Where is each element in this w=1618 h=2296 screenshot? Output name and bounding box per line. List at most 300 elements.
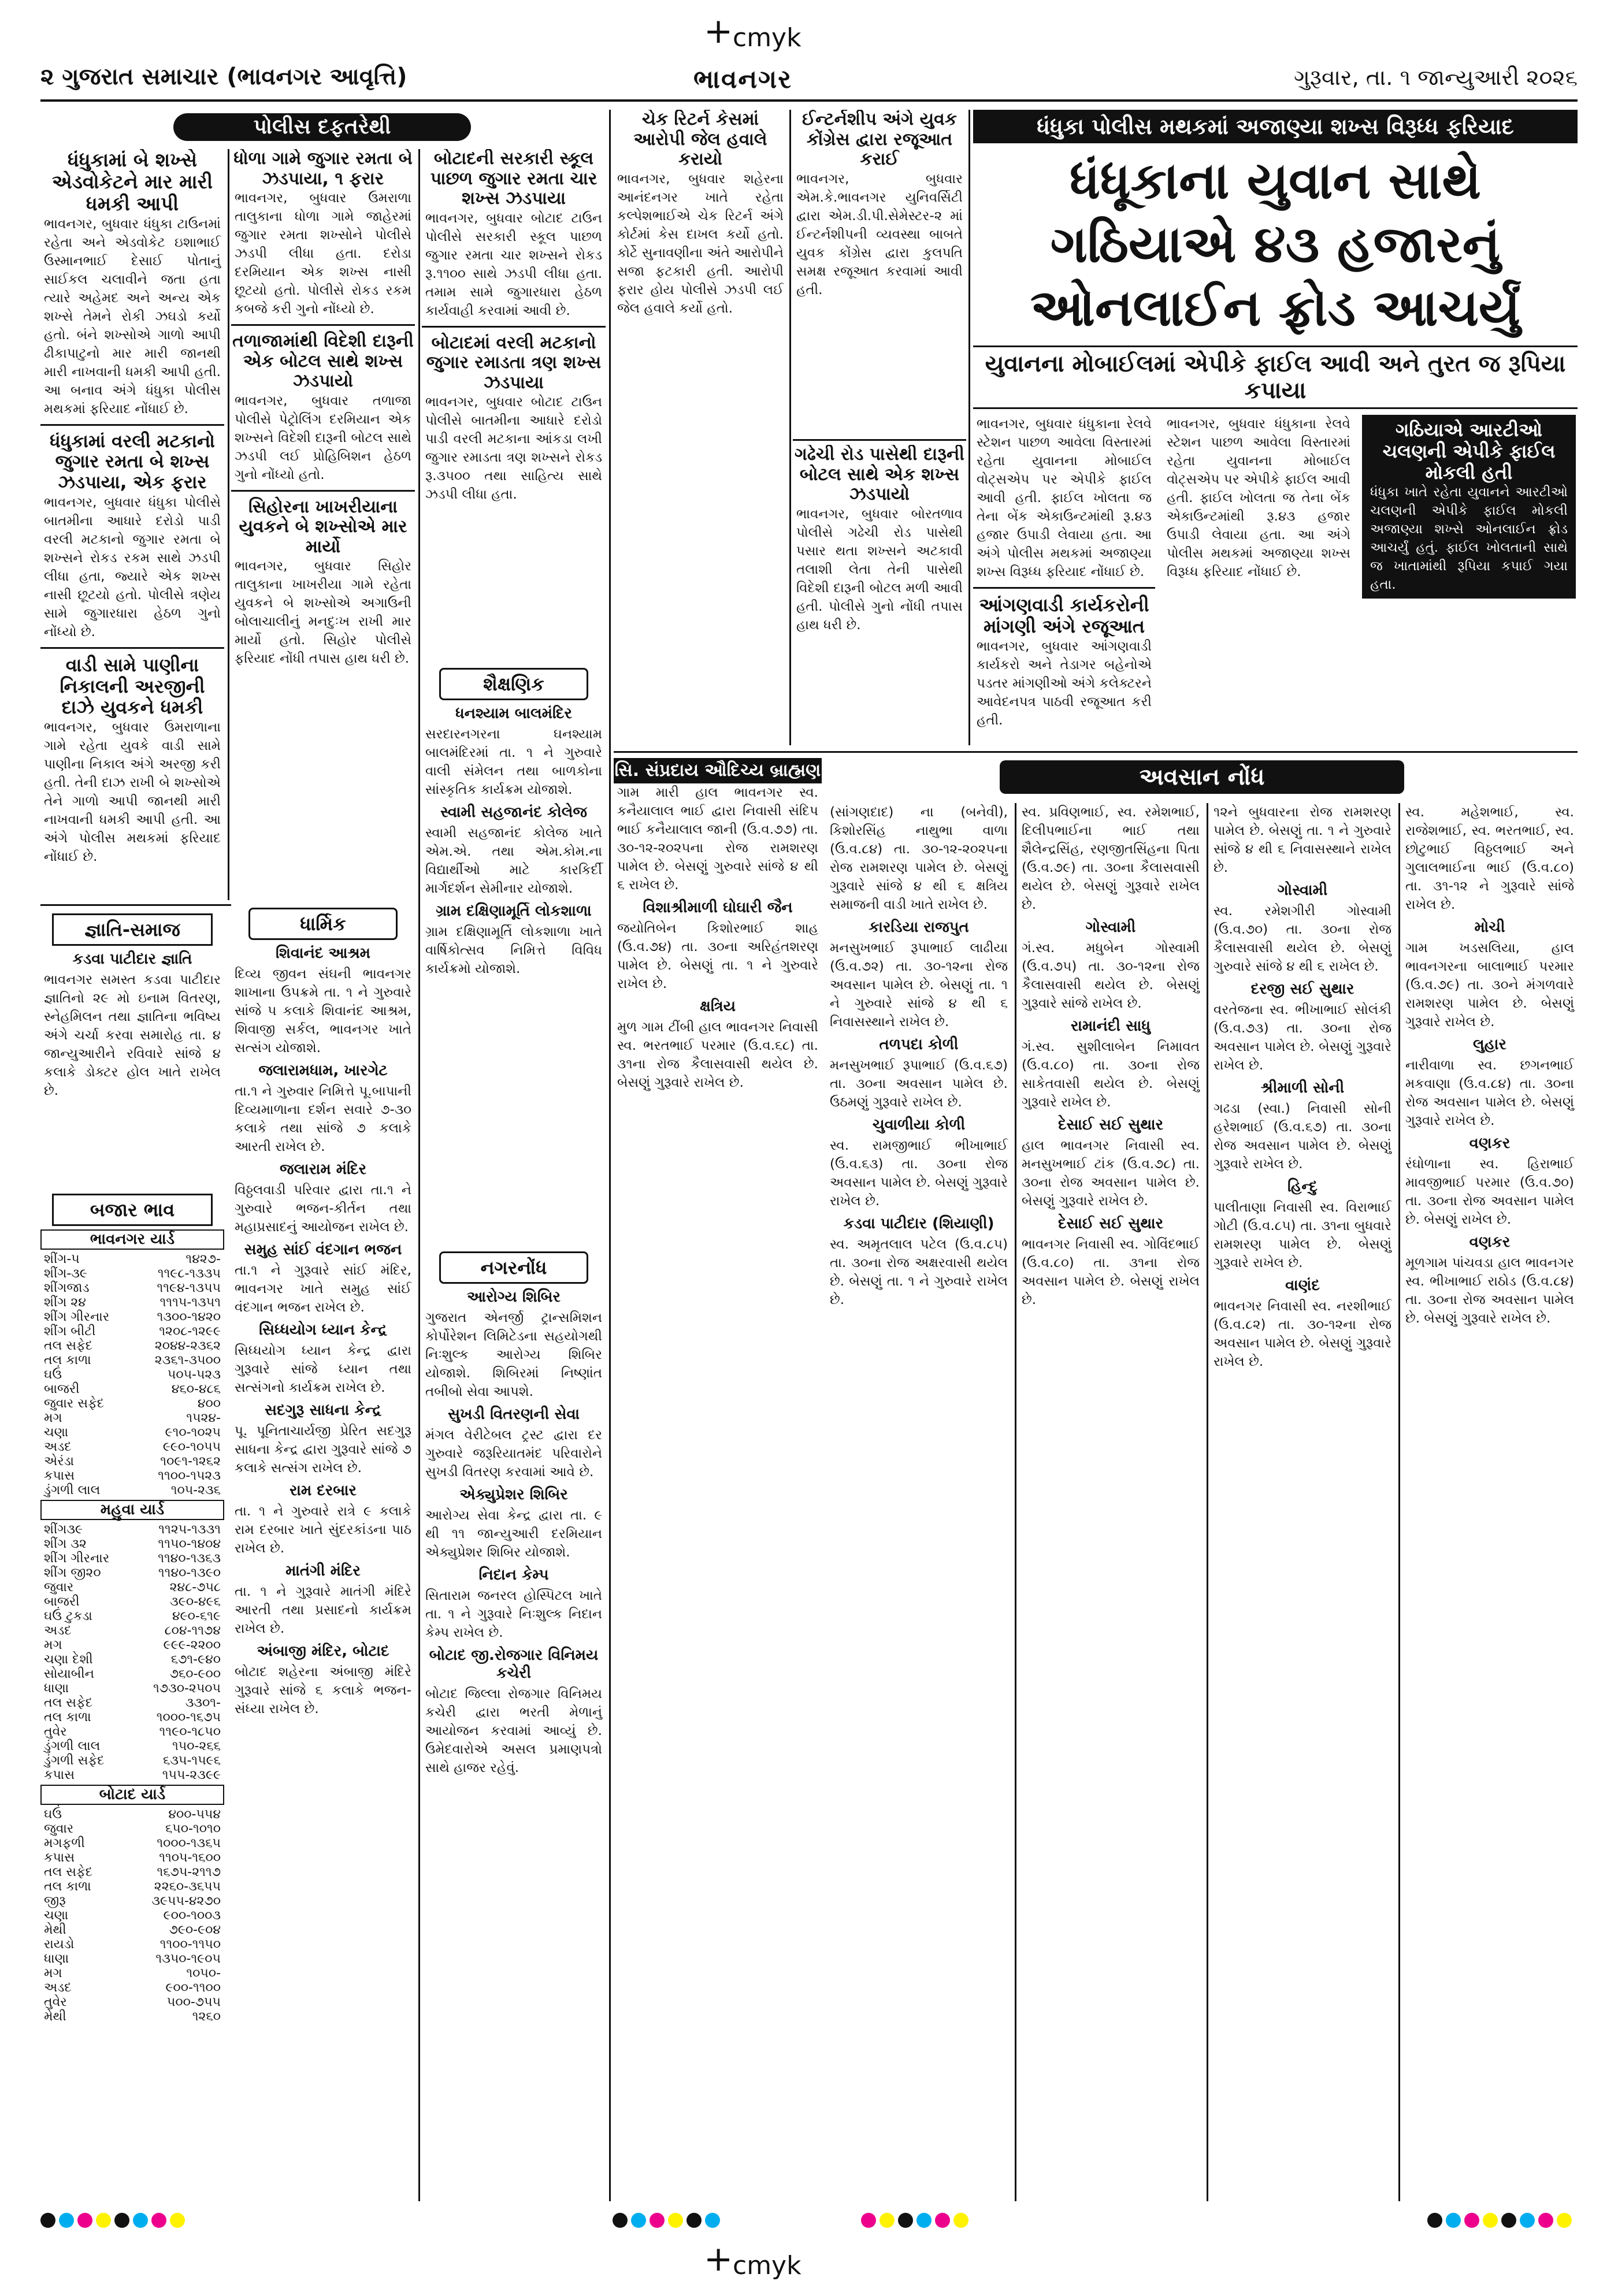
rate-price: ૬૩૫-૧૫૯૬ — [163, 1753, 221, 1768]
dharmik-body-5: સિધ્ધયોગ ધ્યાન કેન્દ્ર દ્વારા ગુરૂવારે સાંજે ધ્યાન તથા સત્સંગનો કાર્યક્રમ રાખેલ છે. — [235, 1343, 411, 1395]
dharmik-title-3: જલારામ મંદિર — [279, 1161, 367, 1178]
police-header-wrap — [40, 110, 604, 144]
rate-price: ૧૦૯૧-૧૨૬૨ — [160, 1454, 221, 1469]
rate-row — [40, 1667, 224, 1681]
gnati-title: કડવા પાટીદાર જ્ઞાતિ — [72, 950, 192, 968]
dharmik-title-5: સિધ્ધયોગ ધ્યાન કેન્દ્ર — [259, 1321, 387, 1339]
rate-row — [40, 1469, 224, 1483]
rate-commodity: કપાસ — [44, 1851, 75, 1865]
rate-price: ૪૬૦-૪૮૬ — [171, 1382, 221, 1396]
dharmik-section — [231, 904, 415, 2204]
rate-commodity: તલ સફેદ — [44, 1696, 93, 1710]
shaikshanik-header: શૈક્ષણિક — [439, 668, 588, 700]
registration-cross-top: + — [704, 11, 733, 51]
rate-commodity: ડુંગળી લાલ — [44, 1483, 101, 1498]
rate-price: ૧૧૧૫-૧૩૫૧ — [159, 1295, 221, 1310]
rate-price: ૭૬૦-૯૦૦ — [169, 1667, 221, 1681]
bazar-header: બજાર ભાવ — [52, 1194, 213, 1226]
rate-price: ૫૦૫-૫૨૩ — [167, 1368, 221, 1382]
dharmik-title-2: જલારામધામ, ખારગેટ — [258, 1062, 388, 1079]
rate-price: ૧૨૦૮-૧૨૯૯ — [159, 1324, 221, 1339]
sanvad-body-3: મુળ ગામ ટીંબી હાલ ભાવનગર નિવાસી સ્વ. ભરતભાઈ પરમાર (ઉ.વ.૬૮) તા. ૩૧ના રોજ કૈલાસવાસી થયેલ છે. બેસણું ગુરૂવારે રાખેલ છે. — [617, 1020, 818, 1090]
sanvad-title-2: વિશાશ્રીમાળી ઘોઘારી જૈન — [643, 899, 793, 916]
sanvad-body-2: જયોતિબેન કિશોરભાઈ શાહ (ઉ.વ.૭૪) તા. ૩૦ના અરિહંતશરણ પામેલ છે. બેસણું તા. ૧ ને ગુરુવારે રાખેલ છે. — [617, 921, 818, 991]
rate-row — [40, 1580, 224, 1595]
rate-row — [40, 1551, 224, 1566]
rate-row — [40, 1595, 224, 1609]
rto-box-title: ગઠિયાએ આરટીઓ ચલણની એપીકે ફાઈલ મોકલી હતી — [1382, 419, 1556, 484]
avsan-c3-body-5: પાલીતાણા નિવાસી સ્વ. વિરાભાઈ ગોટી (ઉ.વ.૮૫) તા. ૩૧ના બુધવારે રામશરણ પામેલ છે. બેસણું ગુરૂવારે રાખેલ છે. — [1214, 1200, 1391, 1270]
big-story-body-cont: ભાવનગર, બુધવાર ધંધુકાના રેલવે સ્ટેશન પાછળ આવેલા વિસ્તારમાં રહેતા યુવાનના મોબાઈલ વોટ્સએપ પર એપીકે ફાઈલ આવી હતી. ફાઈલ ખોલતા જ તેના બેંક એકાઉન્ટમાંથી રૂ.૪૩ હજાર ઉપાડી લેવાયા હતા. આ અંગે પોલીસ મથકમાં અજાણ્યા શખ્સ વિરૂધ્ધ ફરિયાદ નોંધાઈ છે. — [1167, 417, 1350, 579]
avsan-col-2 — [1018, 803, 1203, 2201]
section-title: ભાવનગર — [693, 65, 793, 94]
dharmik-title-1: શિવાનંદ આશ્રમ — [275, 945, 371, 962]
dharmik-body-2: તા.૧ ને ગુરુવાર નિમિત્તે પૂ.બાપાની દિવ્યમાળાના દર્શન સવારે ૭-૩૦ કલાકે તથા સાંજે ૭ કલાકે આરતી રાખેલ છે. — [235, 1084, 411, 1154]
rate-row — [40, 1281, 224, 1295]
police-headline-7: બોટાદની સરકારી સ્કૂલ પાછળ જુગાર રમતા ચાર શખ્સ ઝડપાયા — [430, 149, 598, 209]
big-story — [973, 110, 1578, 751]
rate-row — [40, 1623, 224, 1638]
avsan-c3-title-2: ગોસ્વામી — [1277, 882, 1328, 899]
dharmik-body-6: પૂ. પૂનિતાચાર્યજી પ્રેરિત સદગુરૂ સાધના કેન્દ્ર દ્વારા ગુરૂવારે સાંજે ૭ કલાકે સત્સંગ રાખેલ છે. — [235, 1424, 411, 1476]
rate-price: ૯૯૦-૧૦૫૫ — [162, 1440, 221, 1454]
color-dots-left — [40, 2213, 185, 2228]
rate-commodity: ચણા — [44, 1425, 69, 1440]
avsan-header: અવસાન નોંધ — [1000, 760, 1404, 794]
dharmik-title-7: રામ દરબાર — [290, 1482, 357, 1499]
rate-price: ૬૫૦-૧૦૧૦ — [165, 1822, 221, 1836]
rate-row — [40, 1710, 224, 1725]
dharmik-body-9: બોટાદ શહેરના અંબાજી મંદિરે ગુરૂવારે સાંજે ૬ કલાકે ભજન-સંધ્યા રાખેલ છે. — [235, 1665, 411, 1717]
rate-row — [40, 1440, 224, 1454]
rate-commodity: શીંગજાડ — [44, 1281, 90, 1295]
rate-row — [40, 1894, 224, 1908]
dharmik-body-7: તા. ૧ ને ગુરુવારે રાત્રે ૯ કલાકે રામ દરબાર ખાતે સુંદરકાંડના પાઠ રાખેલ છે. — [235, 1504, 411, 1556]
avsan-c3-body-2: સ્વ. રમેશગીરી ગોસ્વામી (ઉ.વ.૭૦) તા. ૩૦ના રોજ કૈલાસવાસી થયેલ છે. બેસણું ગુરુવારે સાંજે ૪ થી ૬ રાખેલ છે. — [1214, 904, 1391, 974]
avsan-c2-title-4: દેસાઈ સઈ સુથાર — [1057, 1116, 1164, 1134]
story-cheque-body: ભાવનગર, બુધવાર શહેરના આનંદનગર ખાતે રહેતા કલ્પેશભાઈએ ચેક રિટર્ન અંગે કોર્ટમાં કેસ દાખલ કર્યો હતો. કોર્ટે સુનાવણીના અંતે આરોપીને સજા ફટકારી હતી. આરોપી ફરાર હોય પોલીસે ઝડપી લઈ જેલ હવાલે કર્યો હતો. — [617, 171, 784, 316]
rate-price: ૨૦૪૪-૨૩૬૨ — [154, 1339, 221, 1353]
rate-row — [40, 1295, 224, 1310]
color-dots-right — [1427, 2213, 1572, 2228]
rate-price: ૯૧૦-૧૦૨૫ — [165, 1425, 221, 1440]
nagarnondh-title-4: નિદાન કેમ્પ — [478, 1566, 549, 1584]
nagarnondh-title-2: સુખડી વિતરણની સેવા — [447, 1406, 580, 1423]
rate-commodity: અડદ — [44, 1440, 72, 1454]
rto-box-body: ધંધુકા ખાતે રહેતા યુવાનને આરટીઓ ચલણની એપીકે ફાઈલ મોકલી અજાણ્યા શખ્સે ઓનલાઈન ફ્રોડ આચર્યું હતું. ફાઈલ ખોલતાની સાથે જ ખાતામાંથી રૂપિયા કપાઈ ગયા હતા. — [1370, 485, 1568, 593]
rate-row — [40, 1454, 224, 1469]
rate-commodity: સોયાબીન — [44, 1667, 95, 1681]
rate-commodity: ધાણા — [44, 1952, 69, 1966]
avsan-c4-body-4: રંઘોળાના સ્વ. હિરાભાઈ માવજીભાઈ પરમાર (ઉ.વ.૭૦) તા. ૩૦ના રોજ અવસાન પામેલ છે. બેસણું રાખેલ છે. — [1405, 1157, 1574, 1227]
rate-price: ૪૯૦-૬૧૯ — [172, 1609, 221, 1623]
story-cheque — [614, 110, 787, 485]
sanvad-title-3: ક્ષત્રિય — [699, 998, 736, 1015]
rate-commodity: બાજરી — [44, 1382, 80, 1396]
avsan-c3-body-4: ગઢડા (સ્વા.) નિવાસી સોની હરેશભાઈ (ઉ.વ.૬૭) તા. ૩૦ના રોજ અવસાન પામેલ છે. બેસણું ગુરૂવારે રાખેલ છે. — [1214, 1101, 1391, 1172]
rate-row — [40, 1981, 224, 1995]
police-col-3 — [422, 149, 606, 657]
color-dots-center — [613, 2213, 720, 2228]
rate-row — [40, 1851, 224, 1865]
avsan-c4-body-2: ગામ ખડસલિયા, હાલ ભાવનગરના બાલાભાઈ પરમાર (ઉ.વ.૭૯) તા. ૩૦ને મંગળવારે રામશરણ પામેલ છે. બેસણું ગુરૂવારે રાખેલ છે. — [1405, 941, 1574, 1030]
rate-price: ૧૫૨૪- — [186, 1411, 221, 1425]
avsan-c2-body-5: ભાવનગર નિવાસી સ્વ. ગોવિંદભાઈ (ઉ.વ.૮૦) તા. ૩૧ના રોજ અવસાન પામેલ છે. બેસણું રાખેલ છે. — [1022, 1237, 1200, 1307]
rate-commodity: શીંગ૩૯ — [44, 1522, 83, 1537]
avsan-c2-title-3: રામાનંદી સાધુ — [1071, 1017, 1151, 1035]
rate-price: ૧૧૯૦-૧૮૫૦ — [159, 1725, 221, 1739]
rate-row — [40, 1879, 224, 1894]
rate-commodity: ધાણા — [44, 1681, 69, 1696]
rate-commodity: તલ કાળા — [44, 1353, 91, 1368]
rate-row — [40, 1324, 224, 1339]
rate-commodity: મેથી — [44, 1923, 66, 1937]
rate-commodity: જીરૂ — [44, 1894, 66, 1908]
rate-row — [40, 1353, 224, 1368]
rate-price: ૧૪૨૭- — [185, 1252, 221, 1266]
masthead — [40, 61, 1578, 102]
police-headline-4: ધોળા ગામે જુગાર રમતા બે ઝડપાયા, ૧ ફરાર — [233, 149, 413, 189]
rate-row — [40, 1753, 224, 1768]
shaikshanik-title-3: ગ્રામ દક્ષિણામૂર્તિ લોકશાળા — [436, 902, 592, 920]
rate-price: ૧૧૪૦-૧૩૬૩ — [158, 1551, 221, 1566]
rate-row — [40, 1522, 224, 1537]
police-body-4: ભાવનગર, બુધવાર ઉમરાળા તાલુકાના ધોળા ગામે જાહેરમાં જુગાર રમતા શખ્સોને પોલીસે ઝડપી લીધા હતા. દરોડા દરમિયાન એક શખ્સ નાસી છૂટયો હતો. પોલીસે રોકડ રકમ કબજે કરી ગુનો નોંધ્યો છે. — [235, 191, 411, 317]
story-internship-body: ભાવનગર, બુધવાર એમ.કે.ભાવનગર યુનિવર્સિટી દ્વારા એમ.ડી.પી.સેમેસ્ટર-૨ માં ઈન્ટર્નશીપની વ્યવસ્થા બાબતે યુવક કોંગ્રેસ દ્વારા કુલપતિ સમક્ષ રજૂઆત કરવામાં આવી હતી. — [796, 171, 963, 298]
avsan-c4-title-2: મોચી — [1474, 919, 1505, 936]
big-story-body: ભાવનગર, બુધવાર ધંધુકાના રેલવે સ્ટેશન પાછળ આવેલા વિસ્તારમાં રહેતા યુવાનના મોબાઈલ વોટ્સએપ પર એપીકે ફાઈલ આવી હતી. ફાઈલ ખોલતા જ તેના બેંક એકાઉન્ટમાંથી રૂ.૪૩ હજાર ઉપાડી લેવાયા હતા. આ અંગે પોલીસ મથકમાં અજાણ્યા શખ્સ વિરૂધ્ધ ફરિયાદ નોંધાઈ છે. — [977, 417, 1152, 579]
rate-price: ૧૧૫૦-૧૪૦૪ — [158, 1537, 221, 1551]
gnati-header: જ્ઞાતિ-સમાજ — [52, 913, 213, 946]
rate-commodity: શીંગ ગીરનાર — [44, 1551, 110, 1566]
story-gadhechi-headline: ગઢેચી રોડ પાસેથી દારૂની બોટલ સાથે એક શખ્સ ઝડપાયો — [795, 445, 964, 504]
rate-price: ૨૩૬૧-૩૫૦૦ — [154, 1353, 221, 1368]
rate-commodity: જુવાર સફેદ — [44, 1396, 105, 1411]
rate-commodity: શીંગ-૩૯ — [44, 1266, 87, 1281]
rate-row — [40, 1368, 224, 1382]
big-story-subhead: યુવાનના મોબાઈલમાં એપીકે ફાઈલ આવી અને તુરત જ રૂપિયા કપાયા — [973, 345, 1578, 409]
rate-row — [40, 1836, 224, 1851]
nagarnondh-body-4: સિતારામ જનરલ હોસ્પિટલ ખાતે તા. ૧ ને ગુરૂવારે નિઃશુલ્ક નિદાન કેમ્પ રાખેલ છે. — [425, 1588, 602, 1640]
rate-commodity: બાજરી — [44, 1595, 80, 1609]
rate-price: ૮૦૪-૧૧૭૪ — [164, 1623, 221, 1638]
dharmik-title-8: માતંગી મંદિર — [285, 1562, 361, 1580]
rate-commodity: મગ — [44, 1638, 62, 1652]
avsan-col-4 — [1402, 803, 1578, 2201]
rate-row — [40, 1411, 224, 1425]
avsan-header-wrap — [826, 758, 1578, 798]
police-body-1: ભાવનગર, બુધવાર ધંધુકા ટાઉનમાં રહેતા અને એડવોકેટ ઇશાભાઈ ઉસ્માનભાઈ દેસાઈ પોતાનું સાઈકલ ચલાવીને જતા હતા ત્યારે અહેમદ અને અન્ય એક શખ્સે તેમને રોકી ઝઘડો કર્યો હતો. બંને શખ્સોએ ગાળો આપી ઢીકાપાટુનો માર મારી જાનથી મારી નાખવાની ધમકી આપી હતી. આ બનાવ અંગે ધંધુકા પોલીસ મથકમાં ફરિયાદ નોંધાઈ છે. — [44, 216, 221, 417]
nagarnondh-section — [422, 1248, 606, 2201]
rate-row — [40, 1638, 224, 1652]
rate-commodity: કપાસ — [44, 1469, 75, 1483]
rate-row — [40, 1310, 224, 1324]
rate-row — [40, 1266, 224, 1281]
nagarnondh-title-5: બોટાદ જી.રોજગાર વિનિમય કચેરી — [429, 1647, 599, 1682]
rate-commodity: તલ કાળા — [44, 1710, 91, 1725]
rate-commodity: રાયડો — [44, 1937, 75, 1952]
police-header: પોલીસ દફતરેથી — [173, 113, 471, 141]
shaikshanik-title-1: ધનશ્યામ બાલમંદિર — [455, 705, 572, 722]
rate-commodity: તલ કાળા — [44, 1879, 91, 1894]
bazar-yard-2: મહુવા યાર્ડ — [40, 1500, 224, 1520]
dharmik-title-9: અંબાજી મંદિર, બોટાદ — [257, 1643, 389, 1660]
rate-price: ૧૦૦૦-૧૬૭૫ — [156, 1710, 221, 1725]
police-body-3: ભાવનગર, બુધવાર ઉમરાળાના ગામે રહેતા યુવકે વાડી સામે પાણીના નિકાલ અંગે અરજી કરી હતી. તેની દાઝ રાખી બે શખ્સોએ તેને ગાળો આપી જાનથી મારી નાખવાની ધમકી આપી હતી. આ અંગે પોલીસ મથકમાં ફરિયાદ નોંધાઈ છે. — [44, 720, 221, 865]
rate-price: ૬૭૧-૯૪૦ — [170, 1652, 221, 1667]
rate-price: ૧૧૨૫-૧૩૩૧ — [158, 1522, 221, 1537]
dharmik-body-8: તા. ૧ ને ગુરૂવારે માતંગી મંદિરે આરતી તથા પ્રસાદનો કાર્યક્રમ રાખેલ છે. — [235, 1584, 411, 1636]
avsan-c2-title-2: ગોસ્વામી — [1085, 919, 1136, 936]
police-body-5: ભાવનગર, બુધવાર તળાજા પોલીસે પેટ્રોલિંગ દરમિયાન એક શખ્સને વિદેશી દારૂની બોટલ સાથે ઝડપી લઈ પ્રોહિબિશન હેઠળ ગુનો નોંધ્યો હતો. — [235, 393, 411, 482]
dharmik-title-6: સદગુરૂ સાધના કેન્દ્ર — [264, 1402, 382, 1419]
avsan-c1-title-4: ચુવાળીયા કોળી — [872, 1116, 966, 1134]
gnati-section — [40, 910, 224, 1182]
police-headline-2: ધંધુકામાં વરલી મટકાનો જુગાર રમતા બે શખ્સ ઝડપાયા, એક ફરાર — [50, 430, 215, 493]
rate-row — [40, 1252, 224, 1266]
avsan-c3-title-3: દરજી સઈ સુથાર — [1250, 980, 1354, 998]
rate-commodity: અડદ — [44, 1981, 72, 1995]
rate-commodity: ઘઉં ટુકડા — [44, 1609, 92, 1623]
rate-price: ૧૩૫૦-૧૯૦૫ — [155, 1952, 221, 1966]
avsan-c2-body-3: ગં.સ્વ. સુશીલાબેન નિમાવત (ઉ.વ.૮૦) તા. ૩૦ના રોજ સાકેતવાસી થયેલ છે. બેસણું ગુરૂવારે રાખેલ છે. — [1022, 1039, 1200, 1110]
rate-row — [40, 1681, 224, 1696]
avsan-c2-title-5: દેસાઈ સઈ સુથાર — [1057, 1215, 1164, 1232]
rate-price: ૧૩૦૦-૧૪૨૦ — [157, 1310, 221, 1324]
sanvad-section — [614, 758, 822, 2202]
avsan-c4-title-5: વણકર — [1469, 1234, 1511, 1251]
rate-price: ૧૧૦૫-૧૬૦૦ — [159, 1851, 221, 1865]
rate-price: ૪૦૦ — [197, 1396, 221, 1411]
rate-price: ૯૦૦-૧૦૦૩ — [163, 1908, 221, 1923]
dharmik-body-4: તા.૧ ને ગુરૂવારે સાંઈ મંદિર, ભાવનગર ખાતે સમુહ સાંઈ વંદગાન ભજન રાખેલ છે. — [235, 1263, 411, 1315]
police-body-2: ભાવનગર, બુધવાર ધંધુકા પોલીસે બાતમીના આધારે દરોડો પાડી વરલી મટકાનો જુગાર રમતા બે શખ્સને રોકડ રકમ સાથે ઝડપી લીધા હતા, જ્યારે એક શખ્સ નાસી છૂટયો હતો. પોલીસે ત્રણેય સામે જુગારધારા હેઠળ ગુનો નોંધ્યો છે. — [44, 495, 221, 640]
rate-row — [40, 1483, 224, 1498]
rate-price: ૪૦૦-૫૫૪ — [168, 1807, 221, 1822]
rate-commodity: એરંડા — [44, 1454, 75, 1469]
nagarnondh-body-3: આરોગ્ય સેવા કેન્દ્ર દ્વારા તા. ૯ થી ૧૧ જાન્યુઆરી દરમિયાન એક્યુપ્રેશર શિબિર યોજાશે. — [425, 1508, 602, 1560]
date-line: ગુરૂવાર, તા. ૧ જાન્યુઆરી ૨૦૨૬ — [1294, 65, 1578, 90]
avsan-c1-body-2: મનસુખભાઈ રૂપાભાઈ લાઢીયા (ઉ.વ.૭૨) તા. ૩૦-૧૨ના રોજ અવસાન પામેલ છે. બેસણું તા. ૧ ને ગુરુવારે સાંજે ૪ થી ૬ નિવાસસ્થાને રાખેલ છે. — [830, 941, 1008, 1030]
avsan-c1-body-4: સ્વ. રામજીભાઈ ભીખાભાઈ (ઉ.વ.૬૩) તા. ૩૦ના રોજ અવસાન પામેલ છે. બેસણું ગુરૂવારે રાખેલ છે. — [830, 1138, 1008, 1209]
rate-row — [40, 1725, 224, 1739]
rate-commodity: શીંગ-૫ — [44, 1252, 80, 1266]
story-anganwadi-headline: આંગણવાડી કાર્યકરોની માંગણી અંગે રજૂઆત — [979, 594, 1149, 637]
rate-row — [40, 1566, 224, 1580]
bazar-yard-3: બોટાદ યાર્ડ — [40, 1785, 224, 1805]
avsan-c4-body: સ્વ. મહેશભાઈ, સ્વ. રાજેશભાઈ, સ્વ. ભરતભાઈ, સ્વ. છોટુભાઈ વિઠ્ઠલભાઈ અને ગુલાલભાઈના ભાઈ (ઉ.વ.૮૦) તા. ૩૧-૧૨ ને ગુરૂવારે સાંજે રાખેલ છે. — [1405, 805, 1574, 912]
shaikshanik-body-2: સ્વામી સહજાનંદ કોલેજ ખાતે એમ.એ. તથા એમ.કોમ.ના વિદ્યાર્થીઓ માટે કારકિર્દી માર્ગદર્શન સેમીનાર યોજાશે. — [425, 826, 602, 896]
rate-price: ૧૧૪૦-૧૩૯૦ — [158, 1566, 221, 1580]
story-gadhechi — [793, 445, 966, 745]
rate-price: ૧૭૩૦-૨૫૦૫ — [153, 1681, 221, 1696]
nagarnondh-body-2: મંગલ વેરીટેબલ ટ્રસ્ટ દ્વારા દર ગુરુવારે જરૂરિયાતમંદ પરિવારોને સુખડી વિતરણ કરવામાં આવે છે. — [425, 1428, 602, 1480]
rate-commodity: ચણા — [44, 1908, 69, 1923]
rate-row — [40, 1807, 224, 1822]
avsan-c1-title-2: કારડિયા રાજપુત — [869, 919, 969, 936]
avsan-c2-body-4: હાલ ભાવનગર નિવાસી સ્વ. મનસુખભાઈ ટાંક (ઉ.વ.૭૮) તા. ૩૦ના રોજ અવસાન પામેલ છે. બેસણું ગુરૂવારે રાખેલ છે. — [1022, 1138, 1200, 1209]
shaikshanik-section — [422, 664, 606, 1242]
avsan-c1-body-5: સ્વ. અમૃતલાલ પટેલ (ઉ.વ.૮૫) તા. ૩૦ના રોજ અક્ષરવાસી થયેલ છે. બેસણું તા. ૧ ને ગુરુવારે રાખેલ છે. — [830, 1237, 1008, 1307]
nagarnondh-body-5: બોટાદ જિલ્લા રોજગાર વિનિમય કચેરી દ્વારા ભરતી મેળાનું આયોજન કરવામાં આવ્યું છે. ઉમેદવારોએ અસલ પ્રમાણપત્રો સાથે હાજર રહેવું. — [425, 1686, 602, 1775]
rate-price: ૫૦૦-૭૫૫ — [166, 1995, 221, 2009]
cmyk-mark-bottom: cmyk — [733, 2251, 801, 2280]
avsan-c4-title-4: વણકર — [1469, 1135, 1511, 1152]
rate-commodity: તુવેર — [44, 1995, 67, 2009]
rate-price: ૧૧૦૦-૧૫૨૩ — [158, 1469, 221, 1483]
rate-commodity: ડુંગળી સફેદ — [44, 1753, 105, 1768]
rate-row — [40, 1923, 224, 1937]
police-col-2 — [231, 149, 415, 900]
avsan-c1-body: (સાંગણદાદ) ના (બનેવી), કિશોરસિંહ નાથુભા વાળા (ઉ.વ.૮૪) તા. ૩૦-૧૨-૨૦૨૫ના રોજ રામશરણ પામેલ છે. બેસણું ગુરૂવારે સાંજે ૪ થી ૬ ક્ષત્રિય સમાજની વાડી ખાતે રાખેલ છે. — [830, 805, 1008, 912]
story-internship-headline: ઈન્ટર્નશીપ અંગે યુવક કોંગ્રેસ દ્વારા રજૂઆત કરાઈ — [801, 110, 958, 169]
rate-row — [40, 1966, 224, 1981]
story-internship — [793, 110, 966, 433]
big-story-col-3 — [1362, 415, 1576, 730]
rate-price: ૧૦૫-૨૩૬ — [170, 1483, 221, 1498]
rate-commodity: ઘઉં — [44, 1807, 62, 1822]
dharmik-title-4: સમુહ સાંઈ વંદગાન ભજન — [244, 1241, 402, 1258]
color-dots-center-right — [861, 2213, 968, 2228]
rto-box — [1362, 415, 1576, 599]
police-col-1 — [40, 149, 224, 900]
rate-price: ૧૫૦-૨૬૬ — [172, 1739, 221, 1753]
story-gadhechi-body: ભાવનગર, બુધવાર બોરતળાવ પોલીસે ગઢેચી રોડ પાસેથી પસાર થતા શખ્સને અટકાવી તલાશી લેતા તેની પાસેથી વિદેશી દારૂની બોટલ મળી આવી હતી. પોલીસે ગુનો નોંધી તપાસ હાથ ધરી છે. — [796, 506, 963, 633]
rate-row — [40, 1865, 224, 1879]
avsan-c3-title-4: શ્રીમાળી સોની — [1260, 1079, 1345, 1097]
avsan-c2-body-2: ગં.સ્વ. મધુબેન ગોસ્વામી (ઉ.વ.૭૫) તા. ૩૦-૧૨ના રોજ કૈલાસવાસી થયેલ છે. બેસણું ગુરૂવારે સાંજે રાખેલ છે. — [1022, 941, 1200, 1011]
avsan-c1-title-3: તળપદા કોળી — [879, 1036, 959, 1053]
rate-price: ૩૩૦૧- — [185, 1696, 221, 1710]
rate-row — [40, 1768, 224, 1782]
avsan-c2-body: સ્વ. પ્રવિણભાઈ, સ્વ. રમેશભાઈ, દિલીપભાઈના ભાઈ તથા શૈલેન્દ્રસિંહ, રણજીતસિંહના પિતા (ઉ.વ.૭૯) તા. ૩૦ના કૈલાસવાસી થયેલ છે. બેસણું ગુરૂવારે રાખેલ છે. — [1022, 805, 1200, 912]
cmyk-mark-top: cmyk — [733, 23, 801, 53]
rate-price: ૧૫૫-૨૩૯૯ — [162, 1768, 221, 1782]
story-anganwadi-body: ભાવનગર, બુધવાર આંગણવાડી કાર્યકરો અને તેડાગર બહેનોએ પડતર માંગણીઓ અંગે કલેક્ટરને આવેદનપત્ર પાઠવી રજૂઆત કરી હતી. — [977, 638, 1152, 728]
shaikshanik-title-2: સ્વામી સહજાનંદ કોલેજ — [440, 804, 588, 821]
rate-commodity: શીંગ જી૨૦ — [44, 1566, 101, 1580]
rate-price: ૧૬૭૫-૨૧૧૭ — [157, 1865, 221, 1879]
big-story-col-2 — [1163, 415, 1354, 730]
nagarnondh-title-1: આરોગ્ય શિબિર — [467, 1288, 561, 1306]
avsan-c1-body-3: મનસુખભાઈ રૂપાભાઈ (ઉ.વ.૬૭) તા. ૩૦ના અવસાન પામેલ છે. ઉઠમણું ગુરૂવારે રાખેલ છે. — [830, 1058, 1008, 1110]
rate-price: ૭૯૦-૯૦૪ — [169, 1923, 221, 1937]
avsan-c3-body: ૧૨ને બુધવારના રોજ રામશરણ પામેલ છે. બેસણું તા. ૧ ને ગુરુવારે સાંજે ૪ થી ૬ નિવાસસ્થાને રાખેલ છે. — [1214, 805, 1391, 875]
rate-price: ૧૧૦૦-૧૧૫૦ — [159, 1937, 221, 1952]
avsan-c3-body-3: વરતેજના સ્વ. ભીખાભાઈ સોલંકી (ઉ.વ.૭૩) તા. ૩૦ના રોજ અવસાન પામેલ છે. બેસણું ગુરૂવારે રાખેલ છે. — [1214, 1002, 1391, 1073]
rate-commodity: મગ — [44, 1966, 62, 1981]
gnati-body: ભાવનગર સમસ્ત કડવા પાટીદાર જ્ઞાતિનો ૨૯ મો ઇનામ વિતરણ, સ્નેહમિલન તથા જ્ઞાતિના ભવિષ્ય અંગે ચર્ચા કરવા સમારોહ તા. ૪ જાન્યુઆરીને રવિવારે સાંજે ૪ કલાકે ડોક્ટર હોલ ખાતે રાખેલ છે. — [44, 972, 221, 1098]
rate-price: ૩૯૫૫-૪૨૭૦ — [151, 1894, 221, 1908]
rate-commodity: શીંગ ૩૨ — [44, 1537, 87, 1551]
sanvad-header: સિ. સંપ્રદાય ઔદિચ્ય બ્રાહ્મણ — [614, 758, 822, 783]
police-headline-1: ધંધુકામાં બે શખ્સે એડવોકેટને માર મારી ધમકી આપી — [51, 149, 213, 215]
rate-row — [40, 1396, 224, 1411]
rate-price: ૨૪૮-૭૫૮ — [169, 1580, 221, 1595]
dharmik-header: ધાર્મિક — [248, 908, 398, 940]
rate-row — [40, 2009, 224, 2024]
rate-row — [40, 1339, 224, 1353]
rate-commodity: ઘઉં — [44, 1368, 62, 1382]
rate-row — [40, 1537, 224, 1551]
avsan-c3-body-6: ભાવનગર નિવાસી સ્વ. નરશીભાઈ (ઉ.વ.૮૨) તા. ૩૦-૧૨ના રોજ અવસાન પામેલ છે. બેસણું ગુરૂવારે રાખેલ છે. — [1214, 1299, 1391, 1369]
rate-row — [40, 1739, 224, 1753]
police-body-8: ભાવનગર, બુધવાર બોટાદ ટાઉન પોલીસે બાતમીના આધારે દરોડો પાડી વરલી મટકાના આંકડા લખી જુગાર રમાડતા ત્રણ શખ્સને રોકડ રૂ.૩૫૦૦ તથા સાહિત્ય સાથે ઝડપી લીધા હતા. — [425, 395, 602, 502]
avsan-c4-body-3: નારીવાળા સ્વ. છગનભાઈ મકવાણા (ઉ.વ.૮૪) તા. ૩૦ના રોજ અવસાન પામેલ છે. બેસણું ગુરૂવારે રાખેલ છે. — [1405, 1058, 1574, 1128]
police-body-6: ભાવનગર, બુધવાર સિહોર તાલુકાના ખાખરીયા ગામે રહેતા યુવકને બે શખ્સોએ અગાઉની બોલાચાલીનું મનદુઃખ રાખી માર માર્યો હતો. સિહોર પોલીસે ફરિયાદ નોંધી તપાસ હાથ ધરી છે. — [235, 559, 411, 666]
avsan-c3-title-6: વાણંદ — [1285, 1277, 1320, 1294]
rate-commodity: તલ સફેદ — [44, 1865, 93, 1879]
bazar-section — [40, 1190, 224, 2201]
rate-row — [40, 1652, 224, 1667]
dharmik-body-3: વિઠ્ઠલવાડી પરિવાર દ્વારા તા.૧ ને ગુરુવારે ભજન-કીર્તન તથા મહાપ્રસાદનું આયોજન રાખેલ છે. — [235, 1183, 411, 1235]
rate-price: ૩૯૦-૪૯૬ — [170, 1595, 221, 1609]
rate-row — [40, 1382, 224, 1396]
rate-row — [40, 1696, 224, 1710]
rate-commodity: શીંગ ગીરનાર — [44, 1310, 110, 1324]
rate-row — [40, 1952, 224, 1966]
avsan-c1-title-5: કડવા પાટીદાર (શિયાણી) — [843, 1215, 994, 1232]
rate-commodity: ડુંગળી લાલ — [44, 1739, 101, 1753]
police-body-7: ભાવનગર, બુધવાર બોટાદ ટાઉન પોલીસે સરકારી સ્કૂલ પાછળ જુગાર રમતા ચાર શખ્સને રોકડ રૂ.૧૧૦૦ સાથે ઝડપી લીધા હતા. તમામ સામે જુગારધારા હેઠળ કાર્યવાહી કરવામાં આવી છે. — [425, 210, 602, 318]
big-story-headline: ધંધૂકાના યુવાન સાથે ગઠિયાએ ૪૩ હજારનું ઓનલાઈન ફ્રોડ આચર્યું — [1030, 151, 1520, 337]
shaikshanik-body-1: સરદારનગરના ઘનશ્યામ બાલમંદિરમાં તા. ૧ ને ગુરુવારે વાલી સંમેલન તથા બાળકોના સાંસ્કૃતિક કાર્યક્રમ યોજાશે. — [425, 727, 602, 797]
rate-row — [40, 1609, 224, 1623]
police-headline-5: તળાજામાંથી વિદેશી દારૂની એક બોટલ સાથે શખ્સ ઝડપાયો — [232, 331, 414, 391]
avsan-col-1 — [826, 803, 1011, 2201]
nagarnondh-header: નગરનોંધ — [439, 1251, 588, 1284]
rate-commodity: ચણા દેશી — [44, 1652, 93, 1667]
big-story-kicker: ધંધુકા પોલીસ મથકમાં અજાણ્યા શખ્સ વિરૂધ્ધ ફરિયાદ — [973, 110, 1578, 143]
rate-row — [40, 1937, 224, 1952]
police-headline-3: વાડી સામે પાણીના નિકાલની અરજીની દાઝે યુવકને ધમકી — [60, 653, 205, 719]
rate-price: ૧૦૫૦- — [186, 1966, 221, 1981]
avsan-c4-title-3: લુહાર — [1473, 1036, 1506, 1053]
rates-table-2 — [40, 1522, 224, 1782]
police-headline-6: સિહોરના ખાખરીયાના યુવકને બે શખ્સોએ માર માર્યો — [239, 496, 407, 557]
rate-commodity: તલ સફેદ — [44, 1339, 93, 1353]
rate-commodity: મગ — [44, 1411, 62, 1425]
rate-commodity: મગફળી — [44, 1836, 85, 1851]
story-cheque-headline: ચેક રિટર્ન કેસમાં આરોપી જેલ હવાલે કરાયો — [633, 110, 767, 169]
sanvad-body: ગામ મારી હાલ ભાવનગર સ્વ. કનૈયાલાલ ભાઈ દ્વારા નિવાસી સંદિપ ભાઈ કનૈયાલાલ જાની (ઉ.વ.૭૭) તા. ૩૦-૧૨-૨૦૨૫ના રોજ રામશરણ પામેલ છે. બેસણું ગુરુવારે સાંજે ૪ થી ૬ રાખેલ છે. — [617, 785, 818, 893]
big-story-col-1 — [973, 415, 1155, 730]
rate-price: ૧૦૦૦-૧૩૬૫ — [157, 1836, 221, 1851]
rate-commodity: જુવાર — [44, 1822, 74, 1836]
rate-commodity: અડદ — [44, 1623, 72, 1638]
dharmik-body-1: દિવ્ય જીવન સંઘની ભાવનગર શાખાના ઉપક્રમે તા. ૧ ને ગુરુવારે સાંજે ૫ કલાકે શિવાનંદ આશ્રમ, શિવાજી સર્કલ, ભાવનગર ખાતે સત્સંગ યોજાશે. — [235, 967, 411, 1056]
bazar-yard-1: ભાવનગર યાર્ડ — [40, 1229, 224, 1250]
rate-row — [40, 1822, 224, 1836]
nagarnondh-title-3: એક્યુપ્રેશર શિબિર — [459, 1486, 568, 1503]
rate-commodity: કપાસ — [44, 1768, 75, 1782]
rate-price: ૨૨૬૦-૩૬૫૫ — [154, 1879, 221, 1894]
avsan-c3-title-5: હિન્દુ — [1287, 1178, 1318, 1195]
police-headline-8: બોટાદમાં વરલી મટકાનો જુગાર રમાડતા ત્રણ શખ્સ ઝડપાયા — [426, 332, 602, 393]
rate-commodity: જુવાર — [44, 1580, 74, 1595]
avsan-col-3 — [1210, 803, 1395, 2201]
rate-commodity: મેથી — [44, 2009, 66, 2024]
rate-row — [40, 1908, 224, 1923]
rates-table-3 — [40, 1807, 224, 2024]
rate-price: ૯૦૦-૧૧૦૦ — [165, 1981, 221, 1995]
edition-label: ૨ ગુજરાત સમાચાર (ભાવનગર આવૃત્તિ) — [40, 64, 407, 90]
registration-cross-bottom: + — [704, 2239, 733, 2279]
rate-price: ૯૯૯-૨૨૦૦ — [163, 1638, 221, 1652]
avsan-c4-body-5: મૂળગામ પાંચવડા હાલ ભાવનગર સ્વ. ભીખાભાઈ રાઠોડ (ઉ.વ.૮૪) તા. ૩૦ના રોજ અવસાન પામેલ છે. બેસણું ગુરૂવારે રાખેલ છે. — [1405, 1255, 1574, 1326]
rate-row — [40, 1425, 224, 1440]
shaikshanik-body-3: ગ્રામ દક્ષિણામૂર્તિ લોકશાળા ખાતે વાર્ષિકોત્સવ નિમિત્તે વિવિધ કાર્યક્રમો યોજાશે. — [425, 924, 602, 976]
